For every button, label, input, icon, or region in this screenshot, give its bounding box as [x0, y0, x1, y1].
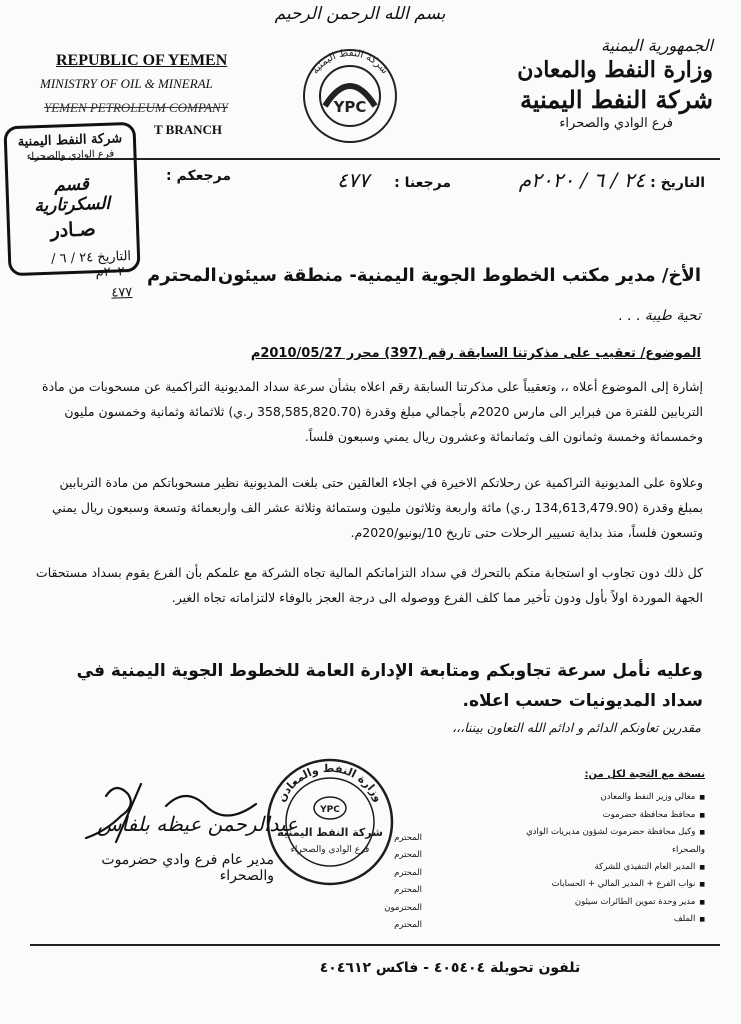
- footer-contact: تلفون تحويلة ٤٠٥٤٠٤ - فاكس ٤٠٤٦١٢: [319, 960, 581, 976]
- arabic-letterhead: [483, 36, 713, 131]
- cc-item: ■ مدير وحدة تموين الطائرات سيئون: [505, 894, 705, 911]
- cc-item: ■ نواب الفرع + المدير المالي + الحسابات: [505, 876, 705, 893]
- en-company: YEMEN PETROLEUM COMPANY: [44, 100, 228, 115]
- svg-text:وزارة النفط والمعادن: [275, 762, 385, 804]
- cc-respect: المحترمون: [384, 902, 422, 913]
- en-country: REPUBLIC OF YEMEN: [56, 52, 228, 69]
- stamp-outgoing: صـادر: [50, 218, 97, 242]
- date-value: ٢٤ / ٦ / ٢٠٢٠م: [518, 168, 646, 192]
- svg-text:شركة النفط اليمنية: [310, 48, 390, 76]
- cc-respect: المحترم: [394, 867, 422, 878]
- ar-ministry: وزارة النفط والمعادن: [517, 57, 713, 83]
- round-stamp-branch: فرع الوادي والصحراء: [290, 845, 370, 855]
- cc-item: ■ الملف: [505, 911, 705, 928]
- closing-paragraph: وعليه نأمل سرعة تجاوبكم ومتابعة الإدارة العامة للخطوط الجوية اليمنية في سداد المديونيات حسب اعلاه.: [76, 661, 703, 711]
- stamp-number: ٤٧٧: [111, 284, 133, 301]
- your-ref-label: مرجعكم :: [166, 168, 231, 184]
- stamp-department: قسم السكرتارية: [33, 174, 111, 217]
- addressee: [101, 265, 701, 286]
- cc-item: ■ معالي وزير النفط والمعادن: [505, 789, 705, 806]
- outgoing-stamp: [3, 122, 140, 301]
- signer-name: عبدالرحمن عيظه بلفاس: [97, 812, 298, 836]
- round-stamp-ring-text: وزارة النفط والمعادن: [274, 761, 386, 805]
- cc-item: ■ وكيل محافظة حضرموت لشؤون مديريات الوادي والصحراء: [505, 824, 705, 859]
- stamp-company: شركة النفط اليمنية: [17, 131, 123, 150]
- ar-company: شركة النفط اليمنية: [520, 85, 713, 114]
- signer-title: مدير عام فرع وادي حضرموت والصحراء: [101, 852, 274, 884]
- addressee-respect: المحترم: [147, 265, 217, 286]
- en-branch: T BRANCH: [154, 122, 223, 137]
- paragraph-3: كل ذلك دون تجاوب او استجابة منكم بالتحرك في سداد التزاماتكم المالية تجاه الشركة مع علمكم بأن الفرع يقوم بسداد مستحقات الجهة الموردة اولاً بأول ودون تأخير مما كلف الفرع ووصوله الى درجة العجز بالوفاء لالتزاماته تجاه الغير.: [35, 565, 703, 605]
- basmala: بسم الله الرحمن الرحيم: [274, 4, 446, 24]
- round-stamp-company: شركة النفط اليمنية: [277, 826, 383, 839]
- logo-text: YPC: [333, 98, 367, 116]
- cc-list: [505, 766, 705, 929]
- regards-line: مقدرين تعاونكم الدائم و ادائم الله التعاون بيننا،،،: [452, 720, 701, 735]
- footer-divider: [30, 944, 720, 946]
- ar-branch: فرع الوادي والصحراء: [559, 116, 673, 131]
- cc-item: ■ المدير العام التنفيذي للشركة: [505, 859, 705, 876]
- cc-respect: المحترم: [394, 850, 422, 861]
- round-stamp-logo: YPC: [320, 805, 340, 815]
- our-ref-label: مرجعنا :: [394, 175, 451, 191]
- date-label: التاريخ :: [650, 175, 705, 191]
- logo-ring-text: شركة النفط اليمنية: [309, 47, 391, 77]
- stamp-branch: فرع الوادي والصحراء: [26, 148, 115, 163]
- stamp-date: التاريخ ٢٤ / ٦ / ٢٠٢٠م: [50, 248, 132, 281]
- cc-respect: المحترم: [394, 885, 422, 896]
- cc-heading: نسخة مع التحية لكل من:: [584, 769, 705, 780]
- your-ref-line: [131, 168, 231, 184]
- paragraph-1: إشارة إلى الموضوع أعلاه ،، وتعقيباً على مذكرتنا السابقة رقم اعلاه بشأن سرعة سداد المديونية التراكمية عن مسحوبات من مادة التربابين للفترة من فبراير الى مارس 2020م بأجمالي مبلغ وقدرة (358,585,820.70 ر.ي) ثلاثمائة وثمانية وخمسون مليون وخمسمائة وخمسة وثمانون الف وثمانمائة وعشرون ريال يمني وسبعون فلساً.: [42, 379, 703, 444]
- cc-respect: المحترم: [394, 833, 422, 843]
- date-line: [505, 168, 705, 192]
- en-ministry: MINISTRY OF OIL & MINERAL: [40, 76, 213, 91]
- addressee-text: الأخ/ مدير مكتب الخطوط الجوية اليمنية- منطقة سيئون: [217, 265, 701, 286]
- cc-item: ■ محافظ محافظة حضرموت: [505, 807, 705, 824]
- our-ref-line: [271, 168, 451, 192]
- ar-country: الجمهورية اليمنية: [600, 36, 713, 55]
- cc-respect: المحترم: [394, 920, 422, 931]
- ypc-logo: [295, 36, 405, 146]
- subject-line: الموضوع/ تعقيب على مذكرتنا السابقة رقم (397) محرر 2010/05/27م: [250, 346, 701, 361]
- our-ref-value: ٤٧٧: [337, 168, 370, 192]
- greeting: تحية طيبة . . .: [618, 308, 701, 324]
- paragraph-2: وعلاوة على المديونية التراكمية عن رحلاتكم الاخيرة في اجلاء العالقين حتى بلغت المديونية نظير مسحوباتكم من مادة التربابين بمبلغ وقدرة (134,613,479.90 ر.ي) مائة واربعة وثلاثون مليون وستمائة وثلاثة عشر الف واربعمائة وتسعة وسبعون ريال يمني وتسعون فلساً، منذ بداية تسيير الرحلات حتى تاريخ 10/يونيو/2020م.: [51, 475, 703, 540]
